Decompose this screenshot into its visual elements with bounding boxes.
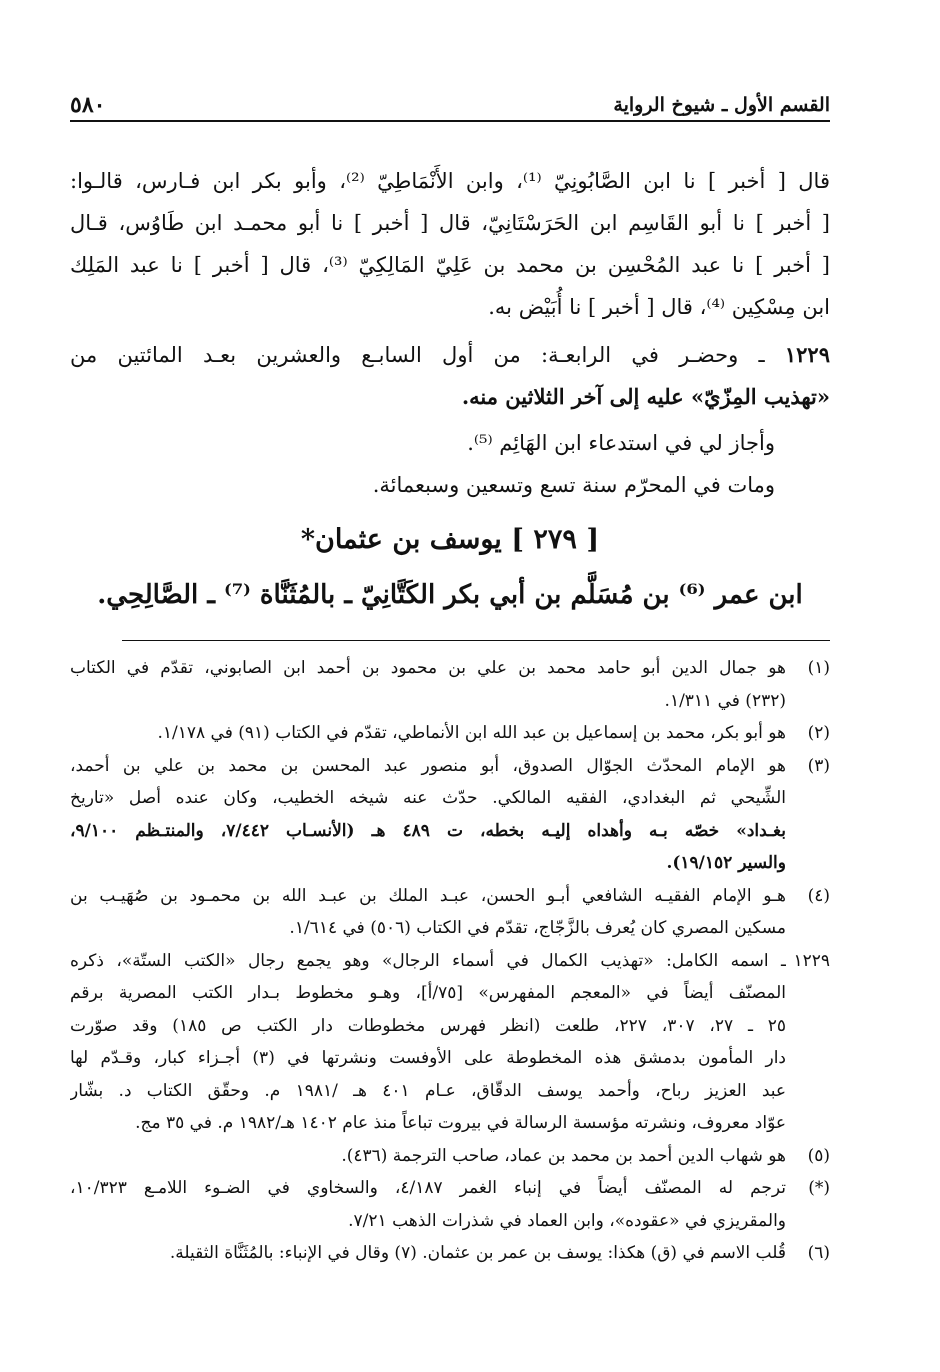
footnote-line: هو أبو بكر، محمد بن إسماعيل بن عبد الله ابن الأنماطي، تقدّم في الكتاب (٩١) في ١/١٧٨. [157, 723, 786, 743]
text-line: وأجاز لي في استدعاء ابن الهَائِم ⁽⁵⁾. [467, 431, 775, 455]
text-line: ومات في المحرّم سنة تسع وتسعين وسبعمائة. [372, 473, 775, 497]
footnote [70, 1172, 830, 1237]
footnote [70, 652, 830, 717]
footnote-mark: (٣) [807, 755, 830, 776]
footnote-line: والسير ١٩/١٥٢). [666, 853, 786, 873]
footnote [70, 945, 830, 1140]
footnote-line: مسكين المصري كان يُعرف بالزَّجّاج، تقدّم في الكتاب (٥٠٦) في ١/٦١٤. [289, 918, 786, 938]
footnote-mark: (٤) [807, 885, 830, 906]
entry-number: ١٢٢٩ [784, 342, 830, 367]
running-header [70, 92, 830, 118]
header-rule [70, 120, 830, 122]
text-line: [ أخبر ] نا أبو القَاسِم ابن الحَرَسْتَانِيّ، قال [ أخبر ] نا أبو محمـد ابن طَاوُس، قـال [70, 211, 830, 235]
footnote-line: ترجم له المصنّف أيضاً في إنباء الغمر ٤/١٨٧، والسخاوي في الضـوء اللامـع ١٠/٣٢٣، [70, 1178, 786, 1198]
footnote-mark: (*) [808, 1178, 830, 1198]
footnote-line: بغـداد» خصّه بـه وأهداه إليـه بخطه، ت ٤٨٩ هـ (الأنسـاب ٧/٤٤٢، والمنتـظم ٩/١٠٠، [70, 820, 786, 841]
running-title: القسم الأول ـ شيوخ الرواية [613, 94, 830, 116]
footnote-mark: ١٢٢٩ [793, 950, 830, 971]
entry-line [70, 334, 830, 376]
footnote-mark: (٢) [807, 723, 830, 743]
biography-subheading: ابن عمر ⁽⁶⁾ بن مُسَلَّم بن أبي بكر الكَتَّانِيّ ـ بالمُثَنَّاة ⁽⁷⁾ ـ الصَّالِحِي. [97, 580, 803, 610]
footnote [70, 1237, 830, 1270]
footnote-line: والمقريزي في «عقوده»، وابن العماد في شذرات الذهب ٧/٢١. [348, 1210, 786, 1231]
footnote-mark: (٥) [807, 1145, 830, 1166]
footnote-line: الشِّيحي ثم البغدادي، الفقيه المالكي. حدّث عنه شيخه الخطيب، وكان عنده أصل «تاريخ [70, 788, 786, 808]
footnote-line: ٢٥ ـ ٢٧، ٣٠٧، ٢٢٧، طلعت (انظر فهرس مخطوطات دار الكتب ص ١٨٥) وقد صوّرت [70, 1015, 786, 1036]
footnote [70, 717, 830, 750]
footnote-separator [122, 640, 830, 641]
footnote-mark: (١) [807, 658, 830, 678]
footnote-mark: (٦) [807, 1243, 830, 1263]
text-line: «تهذيب المِزّيّ» عليه إلى آخر الثلاثين منه. [461, 384, 830, 409]
biography-heading: [ ٢٧٩ ] يوسف بن عثمان* [300, 524, 600, 555]
main-text [70, 160, 830, 506]
page-number: ٥٨٠ [70, 92, 106, 118]
footnote-line: قُلب الاسم في (ق) هكذا: يوسف بن عمر بن عثمان. (٧) وقال في الإنباء: بالمُثَنَّاة الثقيلة. [169, 1243, 786, 1263]
footnote-line: هو الإمام المحدّث الجوّال الصدوق، أبو منصور عبد المحسن بن محمد بن علي بن أحمد، [70, 755, 786, 776]
text-line: قال [ أخبر ] نا ابن الصَّابُونِيّ ⁽¹⁾، وابن الأَنْمَاطِيّ ⁽²⁾، وأبو بكر ابن فـارس، قالـوا: [70, 169, 830, 193]
footnote [70, 1140, 830, 1173]
footnote-line: عبد العزيز رباح، وأحمد يوسف الدقّاق، عـام ٤٠١ هـ /١٩٨١ م. وحقّق الكتاب د. بشّار [70, 1080, 786, 1101]
footnote [70, 880, 830, 945]
footnote-line: هو جمال الدين أبو حامد محمد بن علي بن محمود بن أحمد ابن الصابوني، تقدّم في الكتاب [70, 658, 786, 678]
footnote-line: المصنّف أيضاً في «المعجم المفهرس» [٧٥/أ]، وهـو مخطوط بـدار الكتب المصرية برقم [70, 983, 786, 1003]
footnote-line: عوّاد معروف، ونشرته مؤسسة الرسالة في بيروت تباعاً منذ عام ١٤٠٢ هـ/١٩٨٢ م. في ٣٥ مج. [135, 1113, 786, 1133]
footnote [70, 750, 830, 880]
text-line: [ أخبر ] نا عبد المُحْسِن بن محمد بن عَلِيّ المَالِكِيّ ⁽³⁾، قال [ أخبر ] نا عبد المَلِك [70, 253, 830, 277]
footnote-line: (٢٣٢) في ١/٣١١. [664, 690, 786, 711]
text-line: ابن مِسْكِين ⁽⁴⁾، قال [ أخبر ] نا أُبَيْض به. [488, 295, 830, 319]
entry-text: ـ وحضـر في الرابعـة: من أول السابـع والعشرين بعـد المائتين من [70, 343, 765, 367]
footnotes [70, 652, 830, 1270]
footnote-line: هـو الإمام الفقيـه الشافعي أبـو الحسن، عبـد الملك بن عبـد الله بن محمـود بن صُهَيـب بن [70, 885, 786, 906]
footnote-line: دار المأمون بدمشق هذه المخطوطة على الأوفست ونشرتها في (٣) أجـزاء كبار، وقـدّم لها [70, 1048, 786, 1068]
footnote-line: هو شهاب الدين أحمد بن محمد بن عماد، صاحب الترجمة (٤٣٦). [341, 1145, 786, 1166]
footnote-line: ـ اسمه الكامل: «تهذيب الكمال في أسماء الرجال» وهو يجمع رجال «الكتب الستّة»، ذكره [70, 950, 786, 971]
